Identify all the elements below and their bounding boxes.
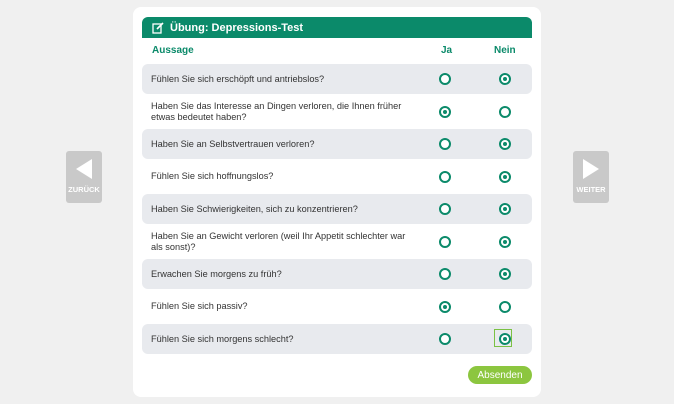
arrow-left-icon [74, 157, 94, 181]
radio-yes[interactable] [439, 106, 451, 118]
edit-icon [152, 22, 164, 34]
radio-yes[interactable] [439, 138, 451, 150]
column-header-statement: Aussage [152, 45, 194, 56]
exercise-header [142, 17, 532, 38]
next-label: WEITER [576, 185, 606, 194]
radio-yes[interactable] [439, 301, 451, 313]
radio-no[interactable] [499, 236, 511, 248]
question-text: Haben Sie Schwierigkeiten, sich zu konzentrieren? [151, 203, 358, 214]
submit-button[interactable]: Absenden [468, 366, 532, 384]
radio-no[interactable] [499, 333, 511, 345]
question-row [142, 227, 532, 257]
back-button[interactable] [66, 151, 102, 203]
question-text: Haben Sie an Selbstvertrauen verloren? [151, 138, 315, 149]
question-row [142, 194, 532, 224]
column-header-no: Nein [494, 45, 516, 56]
question-row [142, 64, 532, 94]
question-row [142, 97, 532, 127]
exercise-title: Übung: Depressions-Test [170, 21, 304, 34]
question-text: Fühlen Sie sich erschöpft und antriebslos? [151, 73, 325, 84]
question-row [142, 292, 532, 322]
radio-no[interactable] [499, 138, 511, 150]
radio-no[interactable] [499, 106, 511, 118]
radio-yes[interactable] [439, 171, 451, 183]
radio-yes[interactable] [439, 73, 451, 85]
radio-no[interactable] [499, 171, 511, 183]
radio-no[interactable] [499, 301, 511, 313]
question-text: Fühlen Sie sich morgens schlecht? [151, 333, 294, 344]
next-button[interactable] [573, 151, 609, 203]
question-text: Haben Sie an Gewicht verloren (weil Ihr Appetit schlechter war als sonst)? [151, 230, 406, 252]
question-text: Erwachen Sie morgens zu früh? [151, 268, 282, 279]
radio-yes[interactable] [439, 236, 451, 248]
question-list [142, 64, 532, 357]
radio-no[interactable] [499, 203, 511, 215]
radio-no[interactable] [499, 268, 511, 280]
question-text: Fühlen Sie sich passiv? [151, 301, 248, 311]
radio-yes[interactable] [439, 203, 451, 215]
radio-no[interactable] [499, 73, 511, 85]
radio-yes[interactable] [439, 333, 451, 345]
back-label: ZURÜCK [68, 185, 100, 194]
question-row [142, 162, 532, 192]
question-row [142, 324, 532, 354]
exercise-card [133, 7, 541, 397]
question-row [142, 129, 532, 159]
column-header-yes: Ja [441, 45, 453, 56]
arrow-right-icon [581, 157, 601, 181]
question-row [142, 259, 532, 289]
question-text: Fühlen Sie sich hoffnungslos? [151, 171, 274, 181]
question-text: Haben Sie das Interesse an Dingen verloren, die Ihnen früher etwas bedeutet haben? [151, 100, 402, 122]
radio-yes[interactable] [439, 268, 451, 280]
